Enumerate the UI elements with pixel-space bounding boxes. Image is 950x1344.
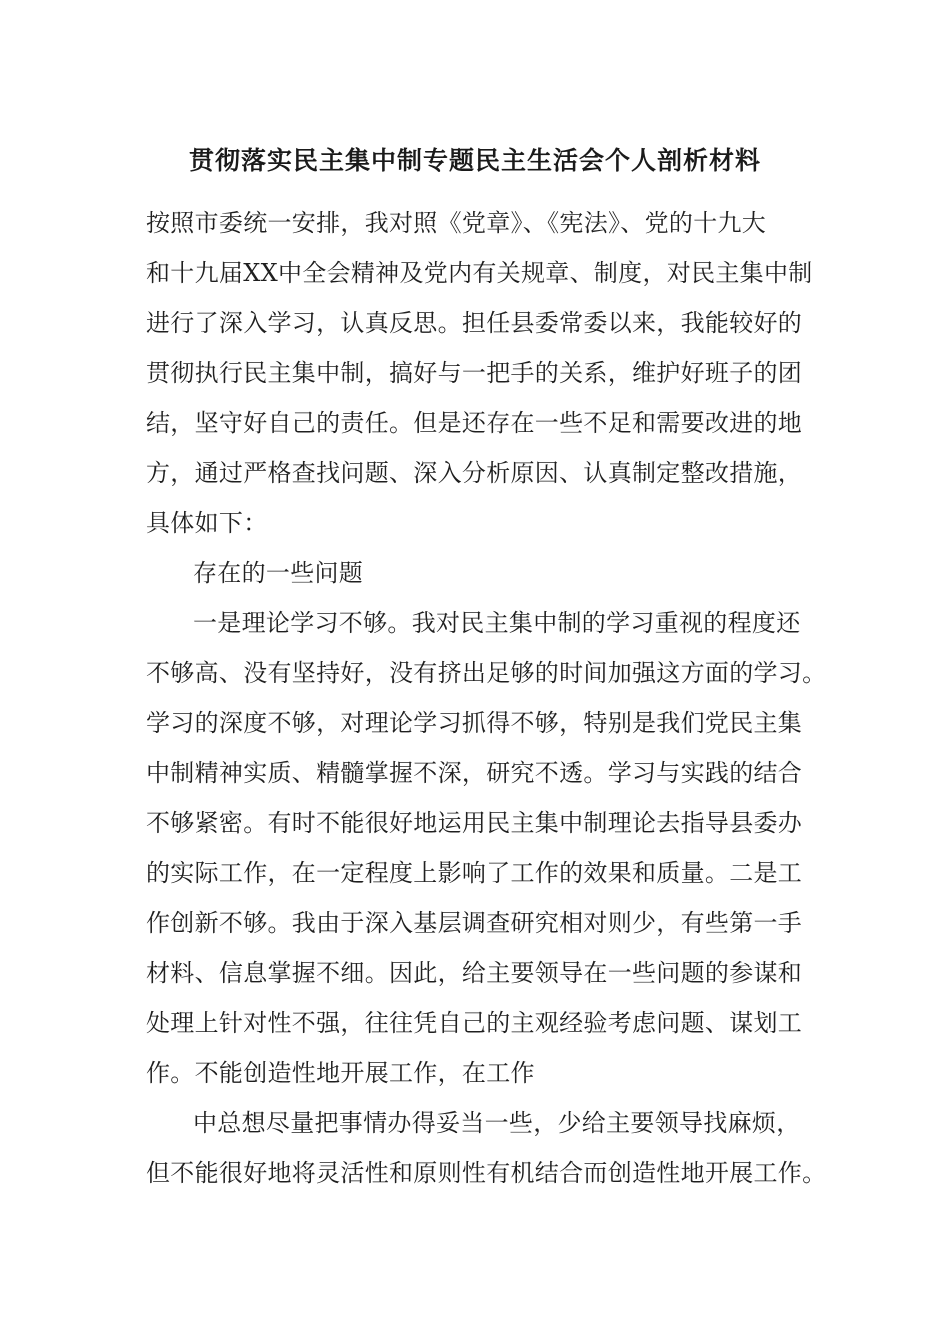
paragraph-line: 不够高、没有坚持好，没有挤出足够的时间加强这方面的学习。 — [146, 659, 827, 687]
paragraph-line: 处理上针对性不强，往往凭自己的主观经验考虑问题、谋划工 — [146, 1009, 803, 1037]
paragraph-line: 的实际工作，在一定程度上影响了工作的效果和质量。二是工 — [146, 859, 803, 887]
paragraph-line: 作。不能创造性地开展工作，在工作 — [146, 1059, 535, 1087]
section-heading: 存在的一些问题 — [193, 559, 364, 587]
paragraph-line: 具体如下： — [146, 509, 268, 537]
paragraph-line: 材料、信息掌握不细。因此，给主要领导在一些问题的参谋和 — [146, 959, 803, 987]
paragraph-line: 不够紧密。有时不能很好地运用民主集中制理论去指导县委办 — [146, 809, 803, 837]
paragraph-line: 按照市委统一安排，我对照《党章》、《宪法》、党的十九大 — [146, 209, 767, 237]
paragraph-line: 进行了深入学习，认真反思。担任县委常委以来，我能较好的 — [146, 309, 803, 337]
paragraph-line: 中制精神实质、精髓掌握不深，研究不透。学习与实践的结合 — [146, 759, 803, 787]
paragraph-line: 作创新不够。我由于深入基层调查研究相对则少，有些第一手 — [146, 909, 803, 937]
paragraph-line: 学习的深度不够，对理论学习抓得不够，特别是我们党民主集 — [146, 709, 803, 737]
paragraph-line: 贯彻执行民主集中制，搞好与一把手的关系，维护好班子的团 — [146, 359, 803, 387]
paragraph-line: 但不能很好地将灵活性和原则性有机结合而创造性地开展工作。 — [146, 1159, 827, 1187]
paragraph-line: 方，通过严格查找问题、深入分析原因、认真制定整改措施， — [146, 459, 803, 487]
paragraph-line: 一是理论学习不够。我对民主集中制的学习重视的程度还 — [193, 609, 801, 637]
paragraph-line: 和十九届XX中全会精神及党内有关规章、制度，对民主集中制 — [146, 259, 813, 287]
paragraph-line: 中总想尽量把事情办得妥当一些，少给主要领导找麻烦， — [193, 1109, 801, 1137]
paragraph-line: 结，坚守好自己的责任。但是还存在一些不足和需要改进的地 — [146, 409, 803, 437]
document-title: 贯彻落实民主集中制专题民主生活会个人剖析材料 — [188, 146, 761, 175]
